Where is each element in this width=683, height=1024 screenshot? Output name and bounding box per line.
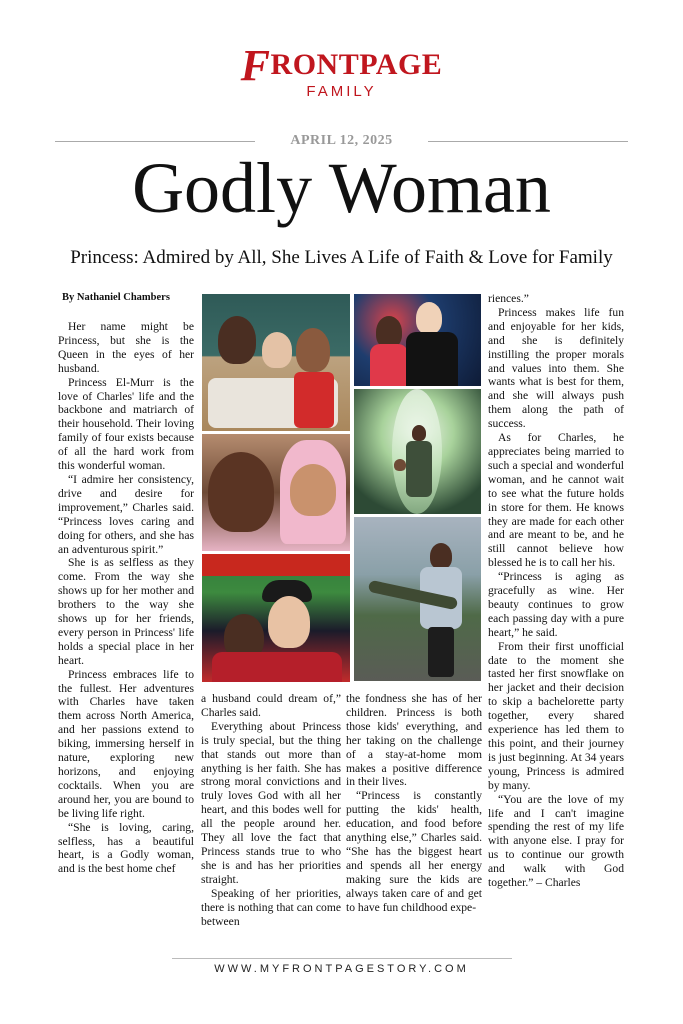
person-figure <box>430 543 452 569</box>
date-rule-right <box>428 141 628 142</box>
pants <box>428 627 454 677</box>
photo-couple-stadium <box>202 554 350 682</box>
person-figure <box>268 596 310 648</box>
person-body <box>406 441 432 497</box>
red-shirt <box>294 372 334 428</box>
photo-family-table <box>202 294 350 431</box>
paragraph: Princess embraces life to the fullest. Her adventures with Charles have taken them across North America, and her passions extend to biking, immersing herself in nature, exploring new horizons, and enjoying cocktails. When you are around her, you are bound to be living life right. <box>58 667 194 820</box>
article-column-1 <box>58 320 194 876</box>
red-jerseys <box>212 652 342 682</box>
stadium-banner <box>202 554 350 576</box>
paragraph: From their first unofficial date to the moment she tasted her first snowflake on her jacket and their decision to skip a bachelorette party together, every shared experience has led them to this point, and their journey is just beginning. At 34 years young, Princess is admired by many. <box>488 639 624 792</box>
paragraph: Princess El-Murr is the love of Charles' life and the backbone and matriarch of their household. Their loving family of four exists because of all the hard work from this wonderful woman. <box>58 375 194 473</box>
person-figure <box>416 302 442 334</box>
brand-name-rest: RONTPAGE <box>270 48 443 81</box>
paragraph: She is as selfless as they come. From the way she shows up for her mother and brothers to the way she shows up for her friends, every person in Princess' life holds a special place in her heart. <box>58 556 194 667</box>
person-figure <box>412 425 426 441</box>
person-figure <box>218 316 256 364</box>
footer-rule <box>172 958 512 959</box>
person-figure <box>296 328 330 372</box>
article-column-4 <box>488 292 624 890</box>
paragraph: Her name might be Princess, but she is the Queen in the eyes of her husband. <box>58 320 194 375</box>
paragraph: a husband could dream of,” Charles said. <box>201 692 341 719</box>
photo-couple-christmas-tree <box>354 294 481 386</box>
red-dress <box>370 344 408 386</box>
paragraph: riences.” <box>488 292 529 305</box>
paragraph: As for Charles, he appreciates being married to such a special and wonderful woman, and he cannot wait to see what the future holds in store for them. He knows they are made for each other and are meant to be, and he still cannot believe how blessed he is to call her his. <box>488 431 624 570</box>
brand-name <box>0 41 683 90</box>
paragraph: “Princess is constantly putting the kids' health, education, and food before anything else,” Charles said. “She has the biggest heart and spends all her energy making sure the kids are always taken care of and get to have fun childhood expe- <box>346 789 482 914</box>
paragraph: “She is loving, caring, selfless, has a beautiful heart, is a Godly woman, and is the best home chef <box>58 820 194 876</box>
paragraph: Speaking of her priorities, there is nothing that can come between <box>201 886 341 928</box>
person-figure <box>208 452 274 532</box>
headline: Godly Woman <box>132 148 551 228</box>
photo-family-tunnel <box>354 389 481 514</box>
footer-url[interactable]: WWW.MYFRONTPAGESTORY.COM <box>214 963 469 975</box>
brand-logo <box>0 41 683 100</box>
brand-sub: FAMILY <box>306 83 377 100</box>
photo-selfie-winter <box>202 434 350 551</box>
paragraph: the fondness she has of her children. Princess is both those kids' everything, and her taking on the challenge of a stay-at-home mom makes a positive difference in their lives. <box>346 692 482 789</box>
person-figure <box>262 332 292 368</box>
issue-date: APRIL 12, 2025 <box>290 133 393 148</box>
photo-swamp-alligator <box>354 517 481 681</box>
paragraph: Everything about Princess is truly special, but the thing that stands out more than anything is her faith. She has strong moral convictions and truly loves God with all her heart, and this bodes well for all the people around her. They all love the fact that Princess stands true to who she is and has her priorities straight. <box>201 719 341 886</box>
paragraph: Princess makes life fun and enjoyable for her kids, and she is definitely instilling the proper morals and values into them. She wants what is best for them, and she will always push them along the path of success. <box>488 305 624 431</box>
article-column-2 <box>201 692 341 928</box>
paragraph: “You are the love of my life and I can't imagine spending the rest of my life with anyone else. I pray for us to continue our growth and walk with God together.” – Charles <box>488 792 624 890</box>
brand-initial: F <box>240 41 271 90</box>
byline: By Nathaniel Chambers <box>62 292 170 303</box>
black-suit <box>406 332 458 386</box>
paragraph: “Princess is aging as gracefully as wine. Her beauty continues to grow each passing day with a pure heart,” he said. <box>488 570 624 639</box>
person-figure <box>290 464 336 516</box>
article-column-3 <box>346 692 482 915</box>
date-row <box>55 133 628 149</box>
paragraph: “I admire her consistency, drive and desire for improvement,” Charles said. “Princess loves caring and doing for others, and she has an adventurous spirit.” <box>58 472 194 556</box>
person-figure <box>394 459 406 471</box>
subheadline: Princess: Admired by All, She Lives A Life of Faith & Love for Family <box>70 247 613 268</box>
